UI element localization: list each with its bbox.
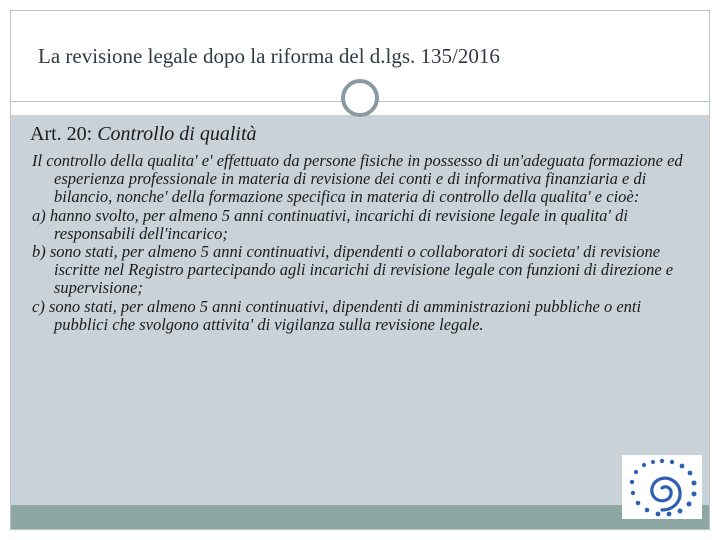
spiral-logo-graphic: [622, 455, 702, 519]
paragraph-c: c) sono stati, per almeno 5 anni continuativi, dipendenti di amministrazioni pubbliche o enti pubblici che svolgono attivita' di vigilanza sulla revisione legale.: [32, 296, 642, 334]
article-heading: [30, 123, 690, 146]
paragraph-intro: Il controllo della qualita' e' effettuato da persone fisiche in possesso di un'adeguata formazione ed esperienza professionale in materia di revisione dei conti e di informativa finanziaria e di bilancio, nonche' della formazione specifica in materia di controllo della qualita' e cioè:: [32, 151, 683, 207]
paragraph-a: a) hanno svolto, per almeno 5 anni continuativi, incarichi di revisione legale in qualita' di responsabili dell'incarico;: [32, 205, 628, 243]
article-body: [32, 152, 687, 334]
article-number: Art. 20:: [30, 123, 98, 145]
paragraph-b: b) sono stati, per almeno 5 anni continuativi, dipendenti o collaboratori di societa' di revisione iscritte nel Registro partecipando agli incarichi di revisione legale con funzioni di direzione e supervisione;: [32, 242, 674, 298]
slide-title: La revisione legale dopo la riforma del d.lgs. 135/2016: [38, 44, 500, 68]
spiral-logo-icon: [622, 455, 702, 519]
footer-bar: [11, 505, 709, 529]
ring-ornament-icon: [341, 79, 379, 117]
article-subject: Controllo di qualità: [97, 123, 257, 145]
